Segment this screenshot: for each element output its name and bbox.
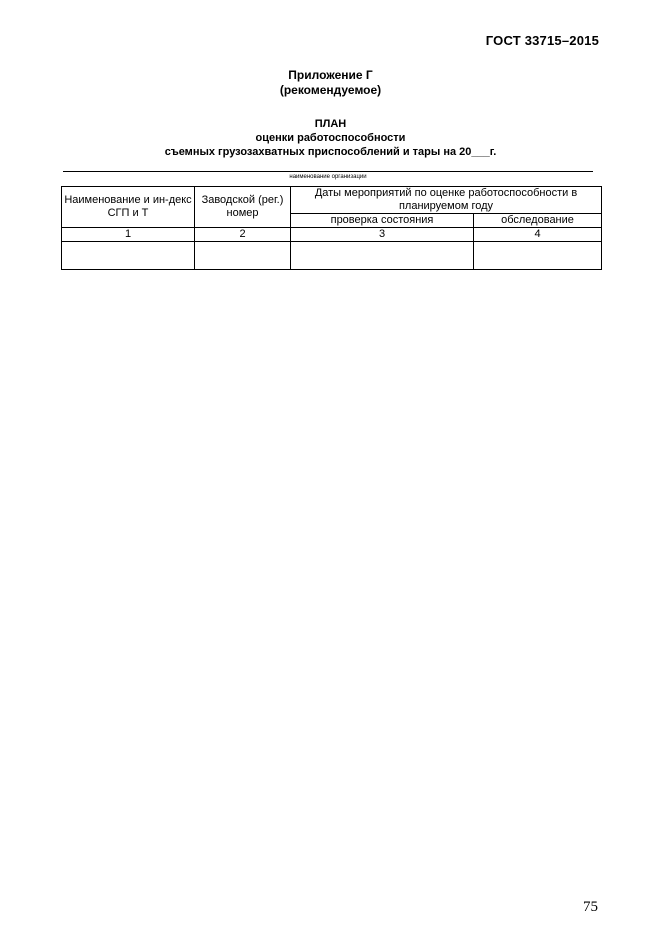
column-number: 3 xyxy=(291,228,474,242)
column-number: 2 xyxy=(195,228,291,242)
plan-title: ПЛАН xyxy=(314,118,347,130)
column-number: 1 xyxy=(62,228,195,242)
standard-number: ГОСТ 33715–2015 xyxy=(485,33,599,48)
header-serial-number: Заводской (рег.) номер xyxy=(195,187,291,228)
header-activity-dates: Даты мероприятий по оценке работоспособности в планируемом году xyxy=(291,187,602,214)
empty-cell xyxy=(195,242,291,270)
plan-table xyxy=(61,186,602,270)
empty-cell xyxy=(474,242,602,270)
empty-cell xyxy=(291,242,474,270)
header-inspection: обследование xyxy=(474,214,602,228)
empty-cell xyxy=(62,242,195,270)
plan-subtitle-line2: съемных грузозахватных приспособлений и тары на 20___г. xyxy=(164,146,497,158)
header-name-index: Наименование и ин-декс СГП и Т xyxy=(62,187,195,228)
appendix-title: Приложение Г xyxy=(288,68,373,82)
organization-line xyxy=(63,171,593,172)
header-condition-check: проверка состояния xyxy=(291,214,474,228)
organization-caption: наименование организации xyxy=(289,174,367,180)
appendix-heading xyxy=(0,68,661,98)
appendix-note: (рекомендуемое) xyxy=(279,83,382,97)
column-number: 4 xyxy=(474,228,602,242)
plan-heading xyxy=(0,117,661,159)
page-number: 75 xyxy=(583,899,598,915)
plan-subtitle-line1: оценки работоспособности xyxy=(255,132,406,144)
